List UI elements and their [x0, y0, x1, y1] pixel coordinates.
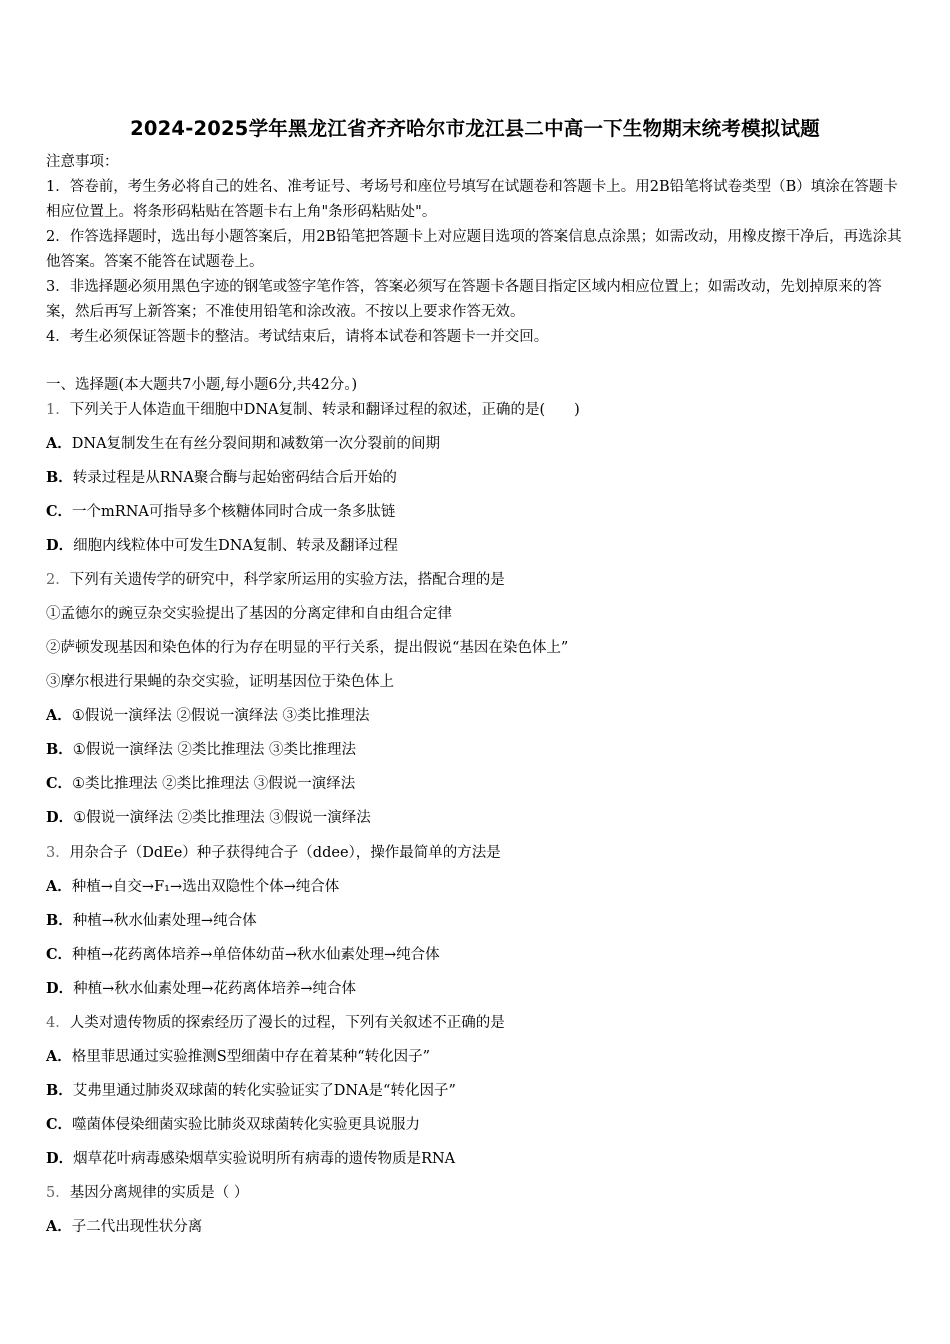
- option-label: C．: [46, 1116, 73, 1133]
- option-item[interactable]: [46, 911, 257, 931]
- option-item[interactable]: [46, 1115, 420, 1135]
- option-item[interactable]: [46, 808, 371, 828]
- option-text: 转录过程是从RNA聚合酶与起始密码结合后开始的: [72, 470, 397, 486]
- option-item[interactable]: [46, 536, 398, 556]
- option-text: 种植→自交→F₁→选出双隐性个体→纯合体: [71, 879, 340, 895]
- question-number: 2．: [46, 572, 70, 588]
- statement-line: ②萨顿发现基因和染色体的行为存在明显的平行关系，提出假说“基因在染色体上”: [46, 640, 569, 656]
- option-text: 噬菌体侵染细菌实验比肺炎双球菌转化实验更具说服力: [72, 1117, 421, 1133]
- option-item[interactable]: [46, 774, 355, 794]
- option-item[interactable]: [46, 1047, 430, 1067]
- option-text: DNA复制发生在有丝分裂间期和减数第一次分裂前的间期: [71, 436, 441, 452]
- option-item[interactable]: [46, 945, 440, 965]
- question-stem: [46, 1183, 248, 1203]
- option-label: C．: [46, 946, 73, 963]
- option-label: A．: [46, 1218, 72, 1235]
- question-stem: [46, 843, 501, 863]
- option-item[interactable]: [46, 1217, 202, 1237]
- option-label: C．: [46, 775, 73, 792]
- question-stem: [46, 1013, 505, 1033]
- option-text: ①类比推理法 ②类比推理法 ③假说一演绎法: [72, 776, 356, 792]
- option-text: ①假说一演绎法 ②假说一演绎法 ③类比推理法: [71, 708, 370, 724]
- option-label: B．: [46, 912, 73, 929]
- option-text: 艾弗里通过肺炎双球菌的转化实验证实了DNA是“转化因子”: [72, 1083, 456, 1099]
- option-item[interactable]: [46, 502, 395, 522]
- option-label: C．: [46, 503, 73, 520]
- note-item: 2．作答选择题时，选出每小题答案后，用2B铅笔把答题卡上对应题目选项的答案信息点涂黑；如需改动，用橡皮擦干净后，再选涂其他答案。答案不能答在试题卷上。: [46, 229, 902, 270]
- note-item: 1．答卷前，考生务必将自己的姓名、准考证号、考场号和座位号填写在试题卷和答题卡上。用2B铅笔将试卷类型（B）填涂在答题卡相应位置上。将条形码粘贴在答题卡右上角"条形码粘贴处"。: [46, 179, 898, 220]
- note-item: 3．非选择题必须用黑色字迹的钢笔或签字笔作答，答案必须写在答题卡各题目指定区域内相应位置上；如需改动，先划掉原来的答案，然后再写上新答案；不准使用铅笔和涂改液。不按以上要求作答无效。: [46, 279, 882, 320]
- option-label: A．: [46, 1048, 72, 1065]
- question-stem: [46, 570, 505, 590]
- option-item[interactable]: [46, 740, 356, 760]
- option-text: 一个mRNA可指导多个核糖体同时合成一条多肽链: [72, 504, 396, 520]
- statement-line: ③摩尔根进行果蝇的杂交实验，证明基因位于染色体上: [46, 674, 394, 690]
- notes-block: [46, 150, 906, 350]
- notes-heading: 注意事项：: [46, 154, 119, 170]
- option-label: B．: [46, 741, 73, 758]
- section-heading: 一、选择题(本大题共7小题,每小题6分,共42分。): [46, 377, 358, 393]
- statement-line: ①孟德尔的豌豆杂交实验提出了基因的分离定律和自由组合定律: [46, 606, 452, 622]
- question-number: 5．: [46, 1185, 70, 1201]
- option-text: 格里菲思通过实验推测S型细菌中存在着某种“转化因子”: [71, 1049, 431, 1065]
- option-text: ①假说一演绎法 ②类比推理法 ③假说一演绎法: [73, 810, 371, 826]
- option-item[interactable]: [46, 1149, 455, 1169]
- option-label: B．: [46, 469, 73, 486]
- option-text: 种植→秋水仙素处理→纯合体: [72, 913, 257, 929]
- option-item[interactable]: [46, 706, 369, 726]
- option-label: A．: [46, 707, 72, 724]
- option-text: 种植→花药离体培养→单倍体幼苗→秋水仙素处理→纯合体: [72, 947, 440, 963]
- option-item[interactable]: [46, 877, 339, 897]
- question-text: 人类对遗传物质的探索经历了漫长的过程，下列有关叙述不正确的是: [69, 1015, 505, 1031]
- option-text: 烟草花叶病毒感染烟草实验说明所有病毒的遗传物质是RNA: [73, 1151, 456, 1167]
- option-text: ①假说一演绎法 ②类比推理法 ③类比推理法: [72, 742, 356, 758]
- option-label: A．: [46, 435, 72, 452]
- page-title: 2024-2025学年黑龙江省齐齐哈尔市龙江县二中高一下生物期末统考模拟试题: [130, 117, 820, 140]
- option-text: 子二代出现性状分离: [71, 1219, 203, 1235]
- option-item[interactable]: [46, 468, 397, 488]
- option-text: 细胞内线粒体中可发生DNA复制、转录及翻译过程: [73, 538, 398, 554]
- question-text: 基因分离规律的实质是（ ）: [69, 1185, 249, 1201]
- option-label: A．: [46, 878, 72, 895]
- option-label: D．: [46, 537, 74, 554]
- question-text: 用杂合子（DdEe）种子获得纯合子（ddee），操作最简单的方法是: [69, 845, 501, 861]
- option-item[interactable]: [46, 979, 356, 999]
- option-label: D．: [46, 980, 74, 997]
- option-item[interactable]: [46, 1081, 456, 1101]
- question-number: 1．: [46, 402, 70, 418]
- question-number: 4．: [46, 1015, 70, 1031]
- question-number: 3．: [46, 845, 70, 861]
- option-label: D．: [46, 1150, 74, 1167]
- option-label: B．: [46, 1082, 73, 1099]
- option-label: D．: [46, 809, 74, 826]
- question-text: 下列关于人体造血干细胞中DNA复制、转录和翻译过程的叙述，正确的是( ): [69, 402, 580, 418]
- note-item: 4．考生必须保证答题卡的整洁。考试结束后，请将本试卷和答题卡一并交回。: [46, 329, 549, 345]
- option-item[interactable]: [46, 434, 440, 454]
- option-text: 种植→秋水仙素处理→花药离体培养→纯合体: [73, 981, 357, 997]
- question-stem: [46, 400, 580, 420]
- question-text: 下列有关遗传学的研究中，科学家所运用的实验方法，搭配合理的是: [69, 572, 505, 588]
